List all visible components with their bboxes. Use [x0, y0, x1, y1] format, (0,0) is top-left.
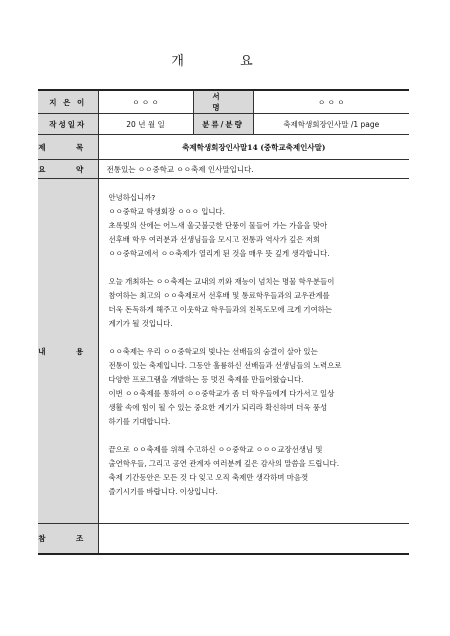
content-line: 출연학우들, 그리고 공연 관계자 여러분께 깊은 감사의 말씀을 드립니다. — [108, 459, 340, 468]
content-label: 내 용 — [38, 179, 98, 524]
content-line: 끝으로 ㅇㅇ축제를 위해 수고하신 ㅇㅇ중학교 ㅇㅇㅇ교장선생님 및 — [108, 445, 323, 454]
content-line: 전통이 있는 축제입니다. 그동안 훌륭하신 선배들과 선생님들의 노력으로 — [108, 361, 342, 370]
content-line: ㅇㅇ축제는 우리 ㅇㅇ중학교의 빛나는 선배들의 숨결이 살아 있는 — [108, 347, 318, 356]
content-paragraph-1 — [109, 191, 402, 261]
summary-label: 요 약 — [38, 160, 98, 179]
sign-value: ㅇ ㅇ ㅇ — [253, 90, 409, 114]
content-body — [98, 179, 409, 524]
content-row — [38, 179, 409, 524]
sign-label: 서 명 — [193, 90, 253, 114]
author-row — [38, 90, 409, 114]
content-line: ㅇㅇ중학교에서 ㅇㅇ축제가 열리게 된 것을 매우 뜻 깊게 생각합니다. — [108, 249, 330, 258]
content-line: 오늘 개최하는 ㅇㅇ축제는 교내의 끼와 재능이 넘치는 명물 학우분들이 — [108, 277, 335, 286]
content-line: ㅇㅇ중학교 학생회장 ㅇㅇㅇ 입니다. — [108, 207, 225, 216]
content-line: 하기를 기대합니다. — [108, 417, 171, 426]
subject-value: 축제학생회장인사말14 (중학교축제인사말) — [98, 135, 409, 160]
content-line: 계기가 될 것입니다. — [108, 319, 173, 328]
overview-table — [38, 89, 409, 555]
page-title: 개 요 — [171, 54, 279, 69]
content-line: 초록빛의 산에는 어느새 울긋불긋한 단풍이 물들어 가는 가을을 맞아 — [108, 221, 328, 230]
date-row — [38, 114, 409, 135]
content-line: 축제 기간동안은 모든 것 다 잊고 오직 축제만 생각하며 마음껏 — [108, 473, 309, 482]
content-line: 더욱 돈독하게 해주고 이웃학교 학우들과의 친목도모에 크게 기여하는 — [108, 305, 332, 314]
content-line: 선후배 학우 여러분과 선생님들을 모시고 전통과 역사가 깊은 저희 — [108, 235, 321, 244]
reference-label: 참 조 — [38, 524, 98, 554]
content-paragraph-4 — [109, 443, 402, 499]
content-line: 즐기시기를 바랍니다. 이상입니다. — [108, 487, 218, 496]
reference-row — [38, 524, 409, 554]
summary-row — [38, 160, 409, 179]
content-line: 생활 속에 힘이 될 수 있는 중요한 계기가 되리라 확신하며 더욱 풍성 — [108, 403, 328, 412]
date-label: 작성일자 — [38, 114, 98, 135]
content-line: 이번 ㅇㅇ축제를 통하여 ㅇㅇ중학교가 좀 더 학우들에게 다가서고 일상 — [108, 389, 335, 398]
reference-value — [98, 524, 409, 554]
author-label: 지 은 이 — [38, 90, 98, 114]
summary-value: 전통있는 ㅇㅇ중학교 ㅇㅇ축제 인사말입니다. — [98, 160, 409, 179]
subject-label: 제 목 — [38, 135, 98, 160]
category-label: 분류/분량 — [193, 114, 253, 135]
content-line: 다양한 프로그램을 개발하는 등 멋진 축제를 만들어왔습니다. — [108, 375, 304, 384]
content-paragraph-2 — [109, 275, 402, 331]
content-line: 참여하는 최고의 ㅇㅇ축제로서 선후배 및 통료학우들과의 교우관계를 — [108, 291, 330, 300]
content-paragraph-3 — [109, 345, 402, 429]
content-line: 안녕하십니까? — [108, 193, 156, 202]
date-value: 20 년 월 일 — [98, 114, 193, 135]
subject-row — [38, 135, 409, 160]
author-value: ㅇ ㅇ ㅇ — [98, 90, 193, 114]
category-value: 축제학생회장인사말 /1 page — [253, 114, 409, 135]
